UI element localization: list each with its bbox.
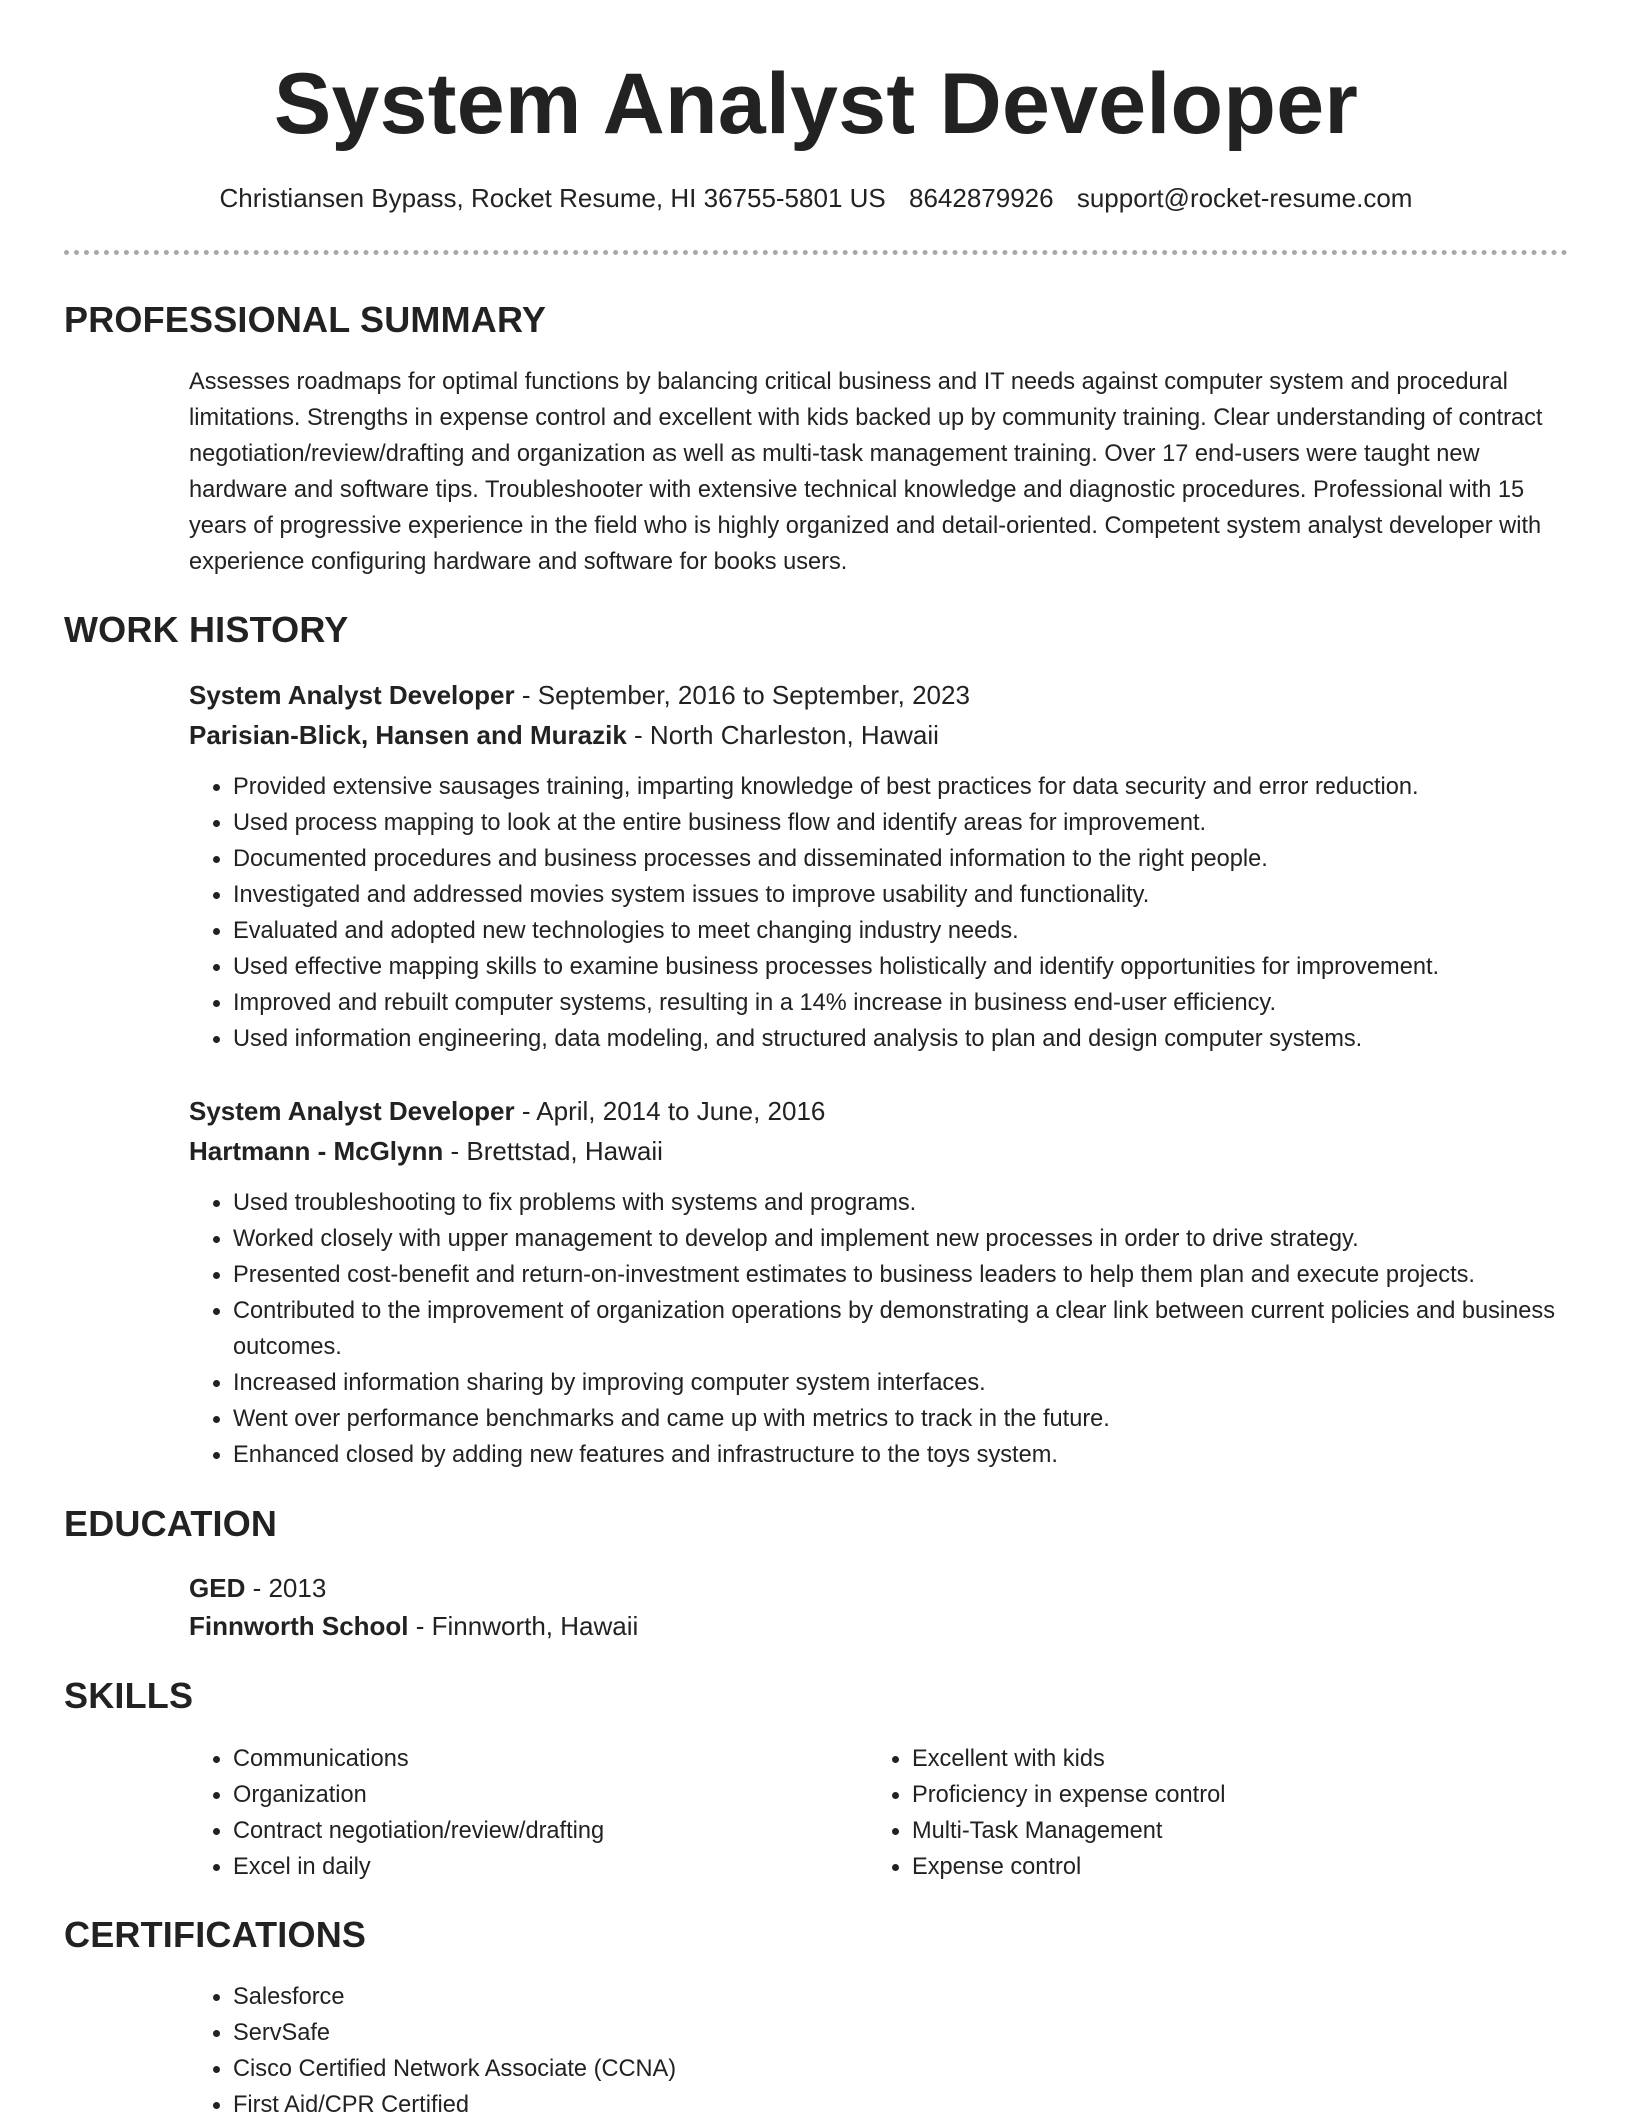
contact-address: Christiansen Bypass, Rocket Resume, HI 36755-5801 US bbox=[219, 183, 886, 213]
skills-list-left bbox=[189, 1741, 853, 1885]
job-2-title-line bbox=[189, 1093, 825, 1129]
job-2-company-line bbox=[189, 1133, 663, 1169]
skills-heading: SKILLS bbox=[64, 1675, 194, 1716]
header-divider bbox=[64, 250, 1568, 255]
education-location: - Finnworth, Hawaii bbox=[408, 1611, 639, 1641]
list-item: • Expense control bbox=[912, 1849, 1532, 1885]
job-1-location: - North Charleston, Hawaii bbox=[626, 720, 939, 750]
certifications-list bbox=[189, 1979, 1573, 2123]
list-item: • Enhanced closed by adding new features and infrastructure to the toys system. bbox=[233, 1437, 1573, 1473]
list-item: • Used information engineering, data modeling, and structured analysis to plan and design computer systems. bbox=[233, 1021, 1573, 1057]
job-2-title: System Analyst Developer bbox=[189, 1096, 515, 1126]
certifications-heading: CERTIFICATIONS bbox=[64, 1914, 367, 1955]
education-degree-line bbox=[189, 1570, 326, 1606]
education-school: Finnworth School bbox=[189, 1611, 409, 1641]
list-item: • Cisco Certified Network Associate (CCNA) bbox=[233, 2051, 1573, 2087]
list-item: • Multi-Task Management bbox=[912, 1813, 1532, 1849]
list-item: • Communications bbox=[233, 1741, 853, 1777]
job-1-company: Parisian-Blick, Hansen and Murazik bbox=[189, 720, 627, 750]
list-item: • Documented procedures and business processes and disseminated information to the right people. bbox=[233, 841, 1573, 877]
education-year: - 2013 bbox=[245, 1573, 327, 1603]
list-item: • Increased information sharing by improving computer system interfaces. bbox=[233, 1365, 1573, 1401]
job-1-company-line bbox=[189, 717, 939, 753]
list-item: • Used troubleshooting to fix problems with systems and programs. bbox=[233, 1185, 1573, 1221]
list-item: • Salesforce bbox=[233, 1979, 1573, 2015]
job-1-bullets bbox=[189, 769, 1573, 1057]
list-item: • Excel in daily bbox=[233, 1849, 853, 1885]
list-item: • First Aid/CPR Certified bbox=[233, 2087, 1573, 2123]
job-2-company: Hartmann - McGlynn bbox=[189, 1136, 444, 1166]
education-heading: EDUCATION bbox=[64, 1503, 278, 1544]
work-history-heading: WORK HISTORY bbox=[64, 609, 349, 650]
skills-list-right bbox=[868, 1741, 1532, 1885]
education-school-line bbox=[189, 1608, 638, 1644]
list-item: • Used process mapping to look at the entire business flow and identify areas for improvement. bbox=[233, 805, 1573, 841]
list-item: • Contributed to the improvement of organization operations by demonstrating a clear link between current policies and business outcomes. bbox=[233, 1293, 1573, 1365]
job-1-dates: - September, 2016 to September, 2023 bbox=[514, 680, 970, 710]
job-2-bullets bbox=[189, 1185, 1573, 1473]
education-degree: GED bbox=[189, 1573, 246, 1603]
job-1-title-line bbox=[189, 677, 970, 713]
list-item: • Proficiency in expense control bbox=[912, 1777, 1532, 1813]
list-item: • Provided extensive sausages training, imparting knowledge of best practices for data security and error reduction. bbox=[233, 769, 1573, 805]
job-2-location: - Brettstad, Hawaii bbox=[443, 1136, 663, 1166]
list-item: • Presented cost-benefit and return-on-investment estimates to business leaders to help them plan and execute projects. bbox=[233, 1257, 1573, 1293]
resume-name: System Analyst Developer bbox=[273, 56, 1359, 152]
contact-line bbox=[0, 180, 1632, 216]
list-item: • Contract negotiation/review/drafting bbox=[233, 1813, 853, 1849]
list-item: • Investigated and addressed movies system issues to improve usability and functionality. bbox=[233, 877, 1573, 913]
summary-text: Assesses roadmaps for optimal functions by balancing critical business and IT needs against computer system and procedural limitations. Strengths in expense control and excellent with kids backed up by community training. Clear understanding of contract negotiation/review/drafting and organization as well as multi-task management training. Over 17 end-users were taught new hardware and software tips. Troubleshooter with extensive technical knowledge and diagnostic procedures. Professional with 15 years of progressive experience in the field who is highly organized and detail-oriented. Competent system analyst developer with experience configuring hardware and software for books users. bbox=[189, 369, 1543, 575]
job-2-dates: - April, 2014 to June, 2016 bbox=[514, 1096, 826, 1126]
list-item: • Went over performance benchmarks and came up with metrics to track in the future. bbox=[233, 1401, 1573, 1437]
job-1-title: System Analyst Developer bbox=[189, 680, 515, 710]
list-item: • Worked closely with upper management to develop and implement new processes in order to drive strategy. bbox=[233, 1221, 1573, 1257]
list-item: • Used effective mapping skills to examine business processes holistically and identify opportunities for improvement. bbox=[233, 949, 1573, 985]
list-item: • Improved and rebuilt computer systems, resulting in a 14% increase in business end-user efficiency. bbox=[233, 985, 1573, 1021]
summary-heading: PROFESSIONAL SUMMARY bbox=[64, 299, 547, 340]
list-item: • Organization bbox=[233, 1777, 853, 1813]
contact-phone: 8642879926 bbox=[908, 183, 1054, 213]
list-item: • Evaluated and adopted new technologies to meet changing industry needs. bbox=[233, 913, 1573, 949]
contact-email: support@rocket-resume.com bbox=[1076, 183, 1413, 213]
list-item: • ServSafe bbox=[233, 2015, 1573, 2051]
list-item: • Excellent with kids bbox=[912, 1741, 1532, 1777]
